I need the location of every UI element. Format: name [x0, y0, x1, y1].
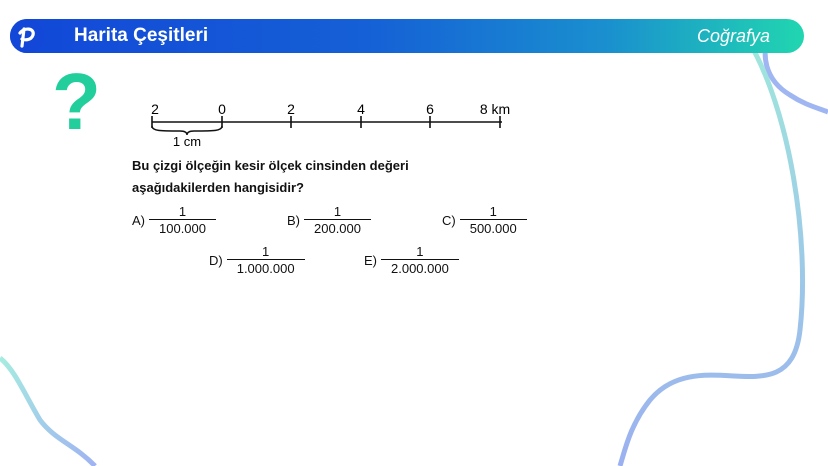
- option-fraction: [460, 205, 527, 236]
- segment-label: 1 cm: [172, 134, 202, 148]
- option-e[interactable]: [364, 245, 459, 276]
- option-fraction: [381, 245, 459, 276]
- scale-label: 4: [357, 101, 365, 117]
- option-letter: C): [442, 213, 456, 228]
- option-letter: D): [209, 253, 223, 268]
- question-line-2: aşağıdakilerden hangisidir?: [132, 180, 304, 195]
- denominator: 200.000: [304, 219, 371, 236]
- option-fraction: [149, 205, 216, 236]
- scale-label: 2: [287, 101, 295, 117]
- denominator: 2.000.000: [381, 259, 459, 276]
- numerator: 1: [333, 204, 342, 219]
- option-fraction: [227, 245, 305, 276]
- brand-logo-icon: [10, 19, 44, 53]
- question-line-1: Bu çizgi ölçeğin kesir ölçek cinsinden değeri: [132, 158, 409, 173]
- option-c[interactable]: [442, 205, 527, 236]
- denominator: 100.000: [149, 219, 216, 236]
- question-text: [132, 155, 472, 199]
- scale-label: 0: [218, 101, 226, 117]
- scale-label: 8 km: [479, 101, 511, 117]
- scale-label: 2: [151, 101, 159, 117]
- option-d[interactable]: [209, 245, 305, 276]
- option-letter: B): [287, 213, 300, 228]
- option-fraction: [304, 205, 371, 236]
- option-letter: A): [132, 213, 145, 228]
- option-b[interactable]: [287, 205, 371, 236]
- numerator: 1: [262, 244, 270, 259]
- denominator: 1.000.000: [227, 259, 305, 276]
- denominator: 500.000: [460, 219, 527, 236]
- line-scale: [140, 96, 530, 148]
- numerator: 1: [178, 204, 187, 219]
- option-a[interactable]: [132, 205, 216, 236]
- numerator: 1: [416, 244, 424, 259]
- scale-label: 6: [426, 101, 434, 117]
- subject-label: Coğrafya: [696, 26, 770, 46]
- option-letter: E): [364, 253, 377, 268]
- page-title: Harita Çeşitleri: [74, 25, 209, 46]
- question-mark-icon: ?: [52, 57, 101, 146]
- numerator: 1: [489, 204, 497, 219]
